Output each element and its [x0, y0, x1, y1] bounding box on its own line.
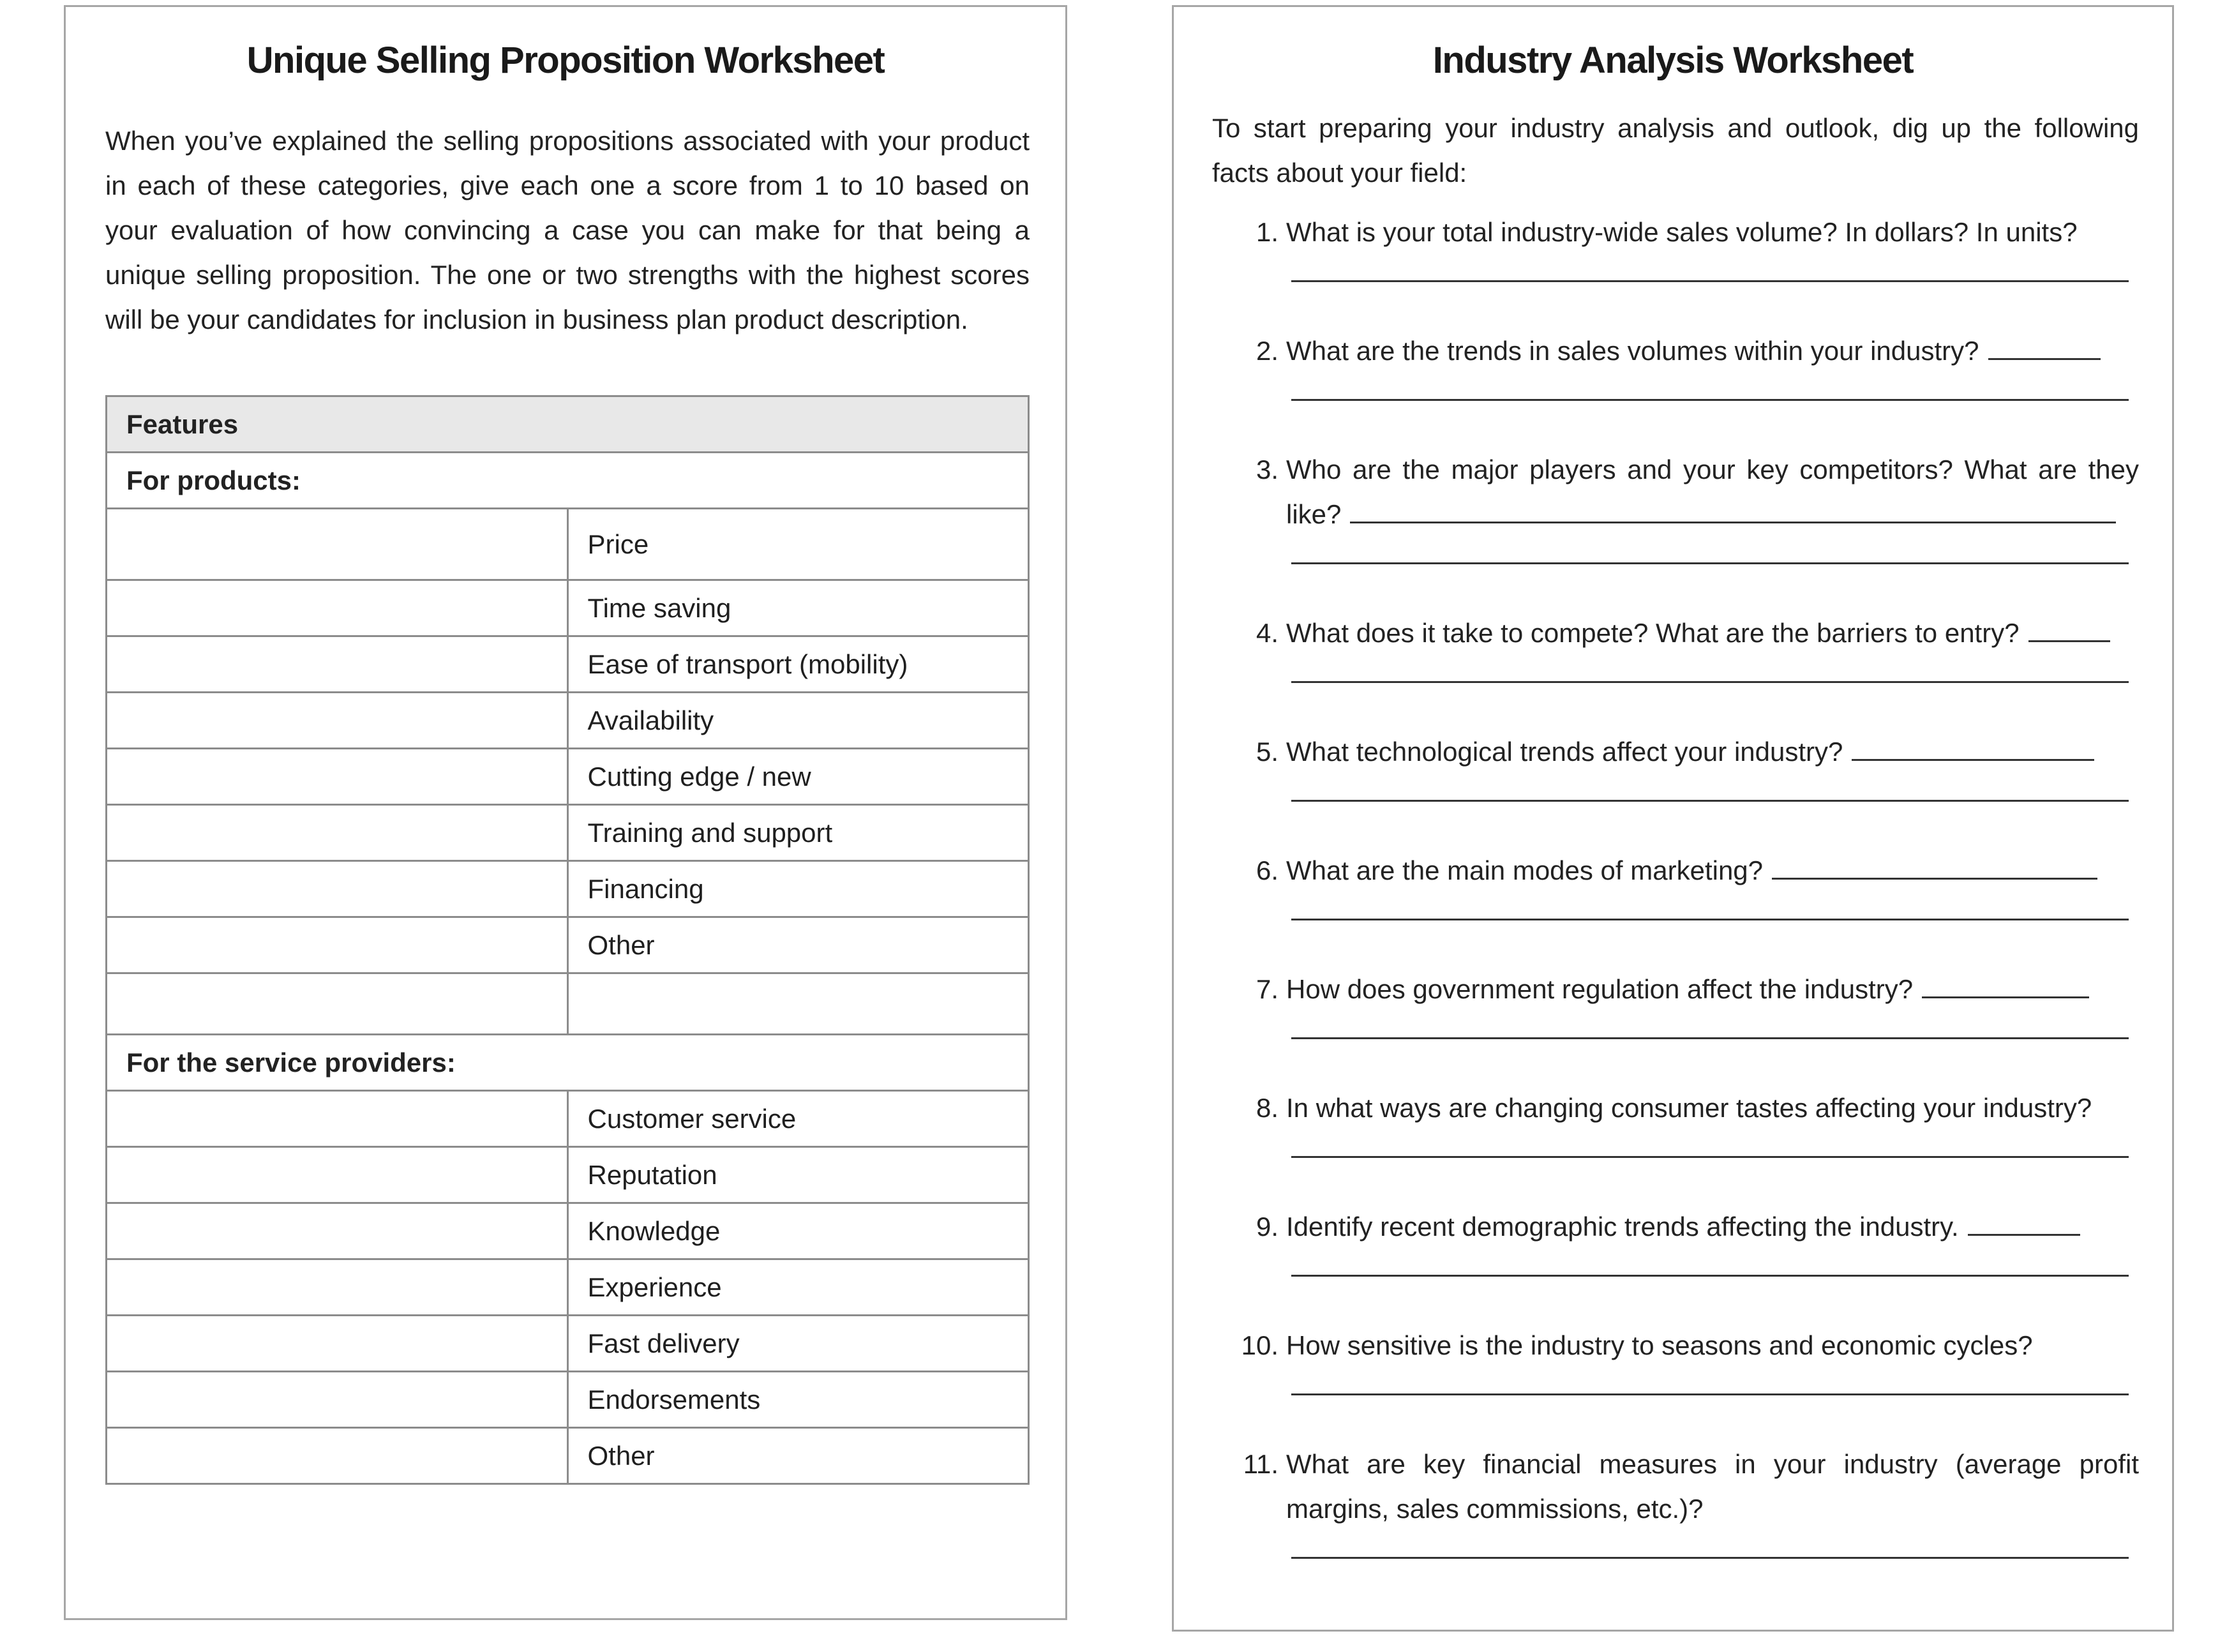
question-number: 3. — [1256, 454, 1278, 484]
feature-label: Experience — [567, 1259, 1029, 1316]
question-text: What are the trends in sales volumes within your industry? — [1286, 336, 1979, 366]
inline-answer-line[interactable] — [1968, 1208, 2080, 1236]
score-cell[interactable] — [107, 917, 568, 973]
inline-answer-line[interactable] — [1988, 333, 2101, 360]
feature-label: Other — [567, 917, 1029, 973]
inline-answer-line[interactable] — [1772, 852, 2097, 880]
question-item — [1212, 611, 2139, 730]
products-section-row — [107, 453, 1029, 509]
answer-line[interactable] — [1291, 800, 2129, 802]
table-row — [107, 693, 1029, 749]
question-item — [1212, 1323, 2139, 1442]
question-number: 7. — [1256, 974, 1278, 1004]
question-item — [1212, 1442, 2139, 1605]
question-item — [1212, 1086, 2139, 1205]
question-number: 9. — [1256, 1212, 1278, 1242]
inline-answer-line[interactable] — [1922, 971, 2089, 998]
products-section-heading: For products: — [107, 453, 1029, 509]
table-row — [107, 1428, 1029, 1484]
score-cell[interactable] — [107, 1259, 568, 1316]
table-row — [107, 1259, 1029, 1316]
answer-line[interactable] — [1291, 1275, 2129, 1277]
question-number: 6. — [1256, 855, 1278, 885]
score-cell[interactable] — [107, 749, 568, 805]
question-text: How sensitive is the industry to seasons and economic cycles? — [1286, 1330, 2033, 1360]
usp-intro-text: When you’ve explained the selling propositions associated with your product in each of these categories, give each one a score from 1 to 10 based on your evaluation of how convincing a case you can make for that being a unique selling proposition. The one or two strengths with the highest scores will be your candidates for inclusion in business plan product description. — [105, 126, 1030, 334]
feature-label: Time saving — [567, 580, 1029, 636]
score-cell[interactable] — [107, 1316, 568, 1372]
question-text: What does it take to compete? What are the barriers to entry? — [1286, 618, 2020, 648]
table-row — [107, 1147, 1029, 1203]
table-row — [107, 636, 1029, 693]
question-number: 10. — [1241, 1330, 1278, 1360]
table-row — [107, 1316, 1029, 1372]
feature-label: Training and support — [567, 805, 1029, 861]
question-text: What are key financial measures in your industry (average profit margins, sales commissions, etc.)? — [1286, 1449, 2139, 1524]
score-cell[interactable] — [107, 1372, 568, 1428]
answer-line[interactable] — [1291, 919, 2129, 920]
question-item — [1212, 730, 2139, 848]
table-row — [107, 580, 1029, 636]
score-cell[interactable] — [107, 509, 568, 580]
question-item — [1212, 329, 2139, 447]
features-header: Features — [107, 396, 1029, 453]
score-cell[interactable] — [107, 1147, 568, 1203]
inline-answer-line[interactable] — [2028, 615, 2110, 642]
feature-label: Price — [567, 509, 1029, 580]
answer-line[interactable] — [1291, 1557, 2129, 1559]
feature-label: Other — [567, 1428, 1029, 1484]
score-cell[interactable] — [107, 1203, 568, 1259]
feature-label: Ease of transport (mobility) — [567, 636, 1029, 693]
score-cell[interactable] — [107, 973, 568, 1035]
question-item — [1212, 1205, 2139, 1323]
answer-line[interactable] — [1291, 681, 2129, 683]
feature-label: Cutting edge / new — [567, 749, 1029, 805]
usp-worksheet-title: Unique Selling Proposition Worksheet — [246, 40, 885, 81]
table-row — [107, 1372, 1029, 1428]
features-table — [105, 395, 1030, 1485]
answer-line[interactable] — [1291, 399, 2129, 401]
score-cell[interactable] — [107, 805, 568, 861]
question-item — [1212, 210, 2139, 329]
feature-label: Financing — [567, 861, 1029, 917]
question-text: What technological trends affect your industry? — [1286, 737, 1843, 767]
answer-line[interactable] — [1291, 1037, 2129, 1039]
question-item — [1212, 848, 2139, 967]
question-number: 11. — [1243, 1449, 1278, 1479]
table-row — [107, 861, 1029, 917]
question-text: How does government regulation affect the industry? — [1286, 974, 1914, 1004]
question-number: 8. — [1256, 1093, 1278, 1123]
question-text: What is your total industry-wide sales volume? In dollars? In units? — [1286, 217, 2078, 247]
feature-label: Fast delivery — [567, 1316, 1029, 1372]
question-item — [1212, 967, 2139, 1086]
industry-intro-text: To start preparing your industry analysis and outlook, dig up the following facts about your field: — [1212, 113, 2139, 188]
score-cell[interactable] — [107, 1428, 568, 1484]
score-cell[interactable] — [107, 1091, 568, 1147]
table-row — [107, 1091, 1029, 1147]
question-number: 2. — [1256, 336, 1278, 366]
answer-line[interactable] — [1291, 562, 2129, 564]
question-text: What are the main modes of marketing? — [1286, 855, 1764, 885]
question-text: In what ways are changing consumer tastes affecting your industry? — [1286, 1093, 2092, 1123]
table-row — [107, 917, 1029, 973]
feature-label: Availability — [567, 693, 1029, 749]
table-row-blank — [107, 973, 1029, 1035]
score-cell[interactable] — [107, 636, 568, 693]
score-cell[interactable] — [107, 861, 568, 917]
industry-worksheet-title: Industry Analysis Worksheet — [1432, 40, 1914, 81]
feature-label: Reputation — [567, 1147, 1029, 1203]
question-number: 1. — [1256, 217, 1278, 247]
answer-line[interactable] — [1291, 1156, 2129, 1158]
feature-label: Endorsements — [567, 1372, 1029, 1428]
question-text: Who are the major players and your key competitors? What are they like? — [1286, 454, 2139, 529]
inline-answer-line[interactable] — [1350, 496, 2116, 523]
answer-line[interactable] — [1291, 280, 2129, 282]
features-header-row — [107, 396, 1029, 453]
question-text: Identify recent demographic trends affecting the industry. — [1286, 1212, 1959, 1242]
table-row — [107, 805, 1029, 861]
services-section-row — [107, 1035, 1029, 1091]
answer-line[interactable] — [1291, 1393, 2129, 1395]
industry-analysis-panel — [1172, 5, 2174, 1632]
table-row — [107, 1203, 1029, 1259]
score-cell[interactable] — [107, 580, 568, 636]
question-item — [1212, 447, 2139, 611]
question-number: 4. — [1256, 618, 1278, 648]
question-list — [1212, 210, 2139, 1605]
feature-label-blank[interactable] — [567, 973, 1029, 1035]
question-number: 5. — [1256, 737, 1278, 767]
score-cell[interactable] — [107, 693, 568, 749]
table-row — [107, 749, 1029, 805]
feature-label: Customer service — [567, 1091, 1029, 1147]
inline-answer-line[interactable] — [1852, 733, 2094, 761]
usp-worksheet-panel — [64, 5, 1067, 1620]
feature-label: Knowledge — [567, 1203, 1029, 1259]
table-row — [107, 509, 1029, 580]
services-section-heading: For the service providers: — [107, 1035, 1029, 1091]
